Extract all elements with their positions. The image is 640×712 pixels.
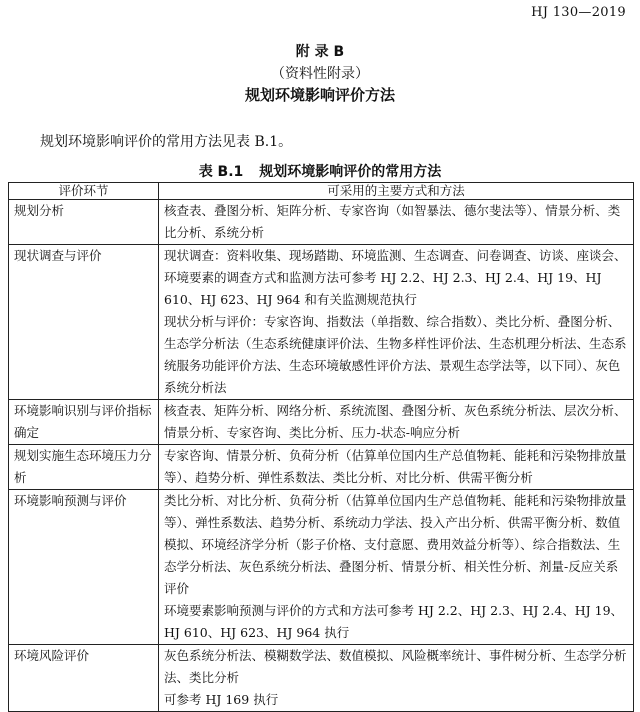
table-body bbox=[9, 200, 634, 712]
table-caption-title: 规划环境影响评价的常用方法 bbox=[259, 164, 442, 180]
document-code: HJ 130—2019 bbox=[531, 5, 626, 20]
table-row bbox=[9, 200, 634, 245]
intro-paragraph: 规划环境影响评价的常用方法见表 B.1。 bbox=[40, 134, 293, 150]
method-paragraph: 环境要素影响预测与评价的方式和方法可参考 HJ 2.2、HJ 2.3、HJ 2.4、HJ 19、HJ 610、HJ 623、HJ 964 执行 bbox=[164, 603, 624, 640]
table-caption-number: 表 B.1 bbox=[198, 164, 244, 180]
table-row bbox=[9, 445, 634, 490]
method-paragraph: 现状分析与评价：专家咨询、指数法（单指数、综合指数）、类比分析、叠图分析、生态学分析法（生态系统健康评价法、生物多样性评价法、生态机理分析法、生态系统服务功能评价方法、生态环境敏感性评价方法、景观生态学法等，以下同）、灰色系统分析法 bbox=[164, 314, 627, 395]
appendix-heading: 规划环境影响评价方法 bbox=[244, 86, 395, 104]
column-header-stage: 评价环节 bbox=[9, 183, 159, 200]
methods-cell bbox=[159, 445, 634, 490]
appendix-subtitle: （资料性附录） bbox=[271, 66, 369, 82]
column-header-methods: 可采用的主要方式和方法 bbox=[159, 183, 634, 200]
method-paragraph: 现状调查：资料收集、现场踏勘、环境监测、生态调查、问卷调查、访谈、座谈会、环境要素的调查方式和监测方法可参考 HJ 2.2、HJ 2.3、HJ 2.4、HJ 19、HJ 610、HJ 623、HJ 964 和有关监测规范执行 bbox=[164, 248, 627, 307]
methods-cell bbox=[159, 245, 634, 400]
table-row bbox=[9, 490, 634, 645]
table-row bbox=[9, 645, 634, 712]
stage-cell: 规划分析 bbox=[9, 200, 159, 245]
stage-cell: 现状调查与评价 bbox=[9, 245, 159, 400]
table-caption bbox=[0, 161, 640, 181]
method-paragraph: 类比分析、对比分析、负荷分析（估算单位国内生产总值物耗、能耗和污染物排放量等）、弹性系数法、趋势分析、系统动力学法、投入产出分析、供需平衡分析、数值模拟、环境经济学分析（影子价格、支付意愿、费用效益分析等）、综合指数法、生态学分析法、灰色系统分析法、叠图分析、情景分析、相关性分析、剂量-反应关系评价 bbox=[164, 493, 627, 596]
method-paragraph: 核查表、矩阵分析、网络分析、系统流图、叠图分析、灰色系统分析法、层次分析、情景分析、专家咨询、类比分析、压力-状态-响应分析 bbox=[164, 403, 627, 440]
stage-cell: 环境风险评价 bbox=[9, 645, 159, 712]
stage-cell: 规划实施生态环境压力分析 bbox=[9, 445, 159, 490]
methods-cell bbox=[159, 645, 634, 712]
method-paragraph: 专家咨询、情景分析、负荷分析（估算单位国内生产总值物耗、能耗和污染物排放量等）、趋势分析、弹性系数法、类比分析、对比分析、供需平衡分析 bbox=[164, 448, 627, 485]
appendix-title: 附 录 B bbox=[295, 44, 345, 60]
methods-cell bbox=[159, 200, 634, 245]
table-row bbox=[9, 245, 634, 400]
methods-table bbox=[8, 182, 634, 712]
table-row bbox=[9, 400, 634, 445]
stage-cell: 环境影响识别与评价指标确定 bbox=[9, 400, 159, 445]
method-paragraph: 灰色系统分析法、模糊数学法、数值模拟、风险概率统计、事件树分析、生态学分析法、类比分析 bbox=[164, 648, 627, 685]
table-header-row bbox=[9, 183, 634, 200]
method-paragraph: 可参考 HJ 169 执行 bbox=[164, 692, 279, 707]
stage-cell: 环境影响预测与评价 bbox=[9, 490, 159, 645]
methods-cell bbox=[159, 400, 634, 445]
methods-cell bbox=[159, 490, 634, 645]
method-paragraph: 核查表、叠图分析、矩阵分析、专家咨询（如智暴法、德尔斐法等）、情景分析、类比分析、系统分析 bbox=[164, 203, 621, 240]
